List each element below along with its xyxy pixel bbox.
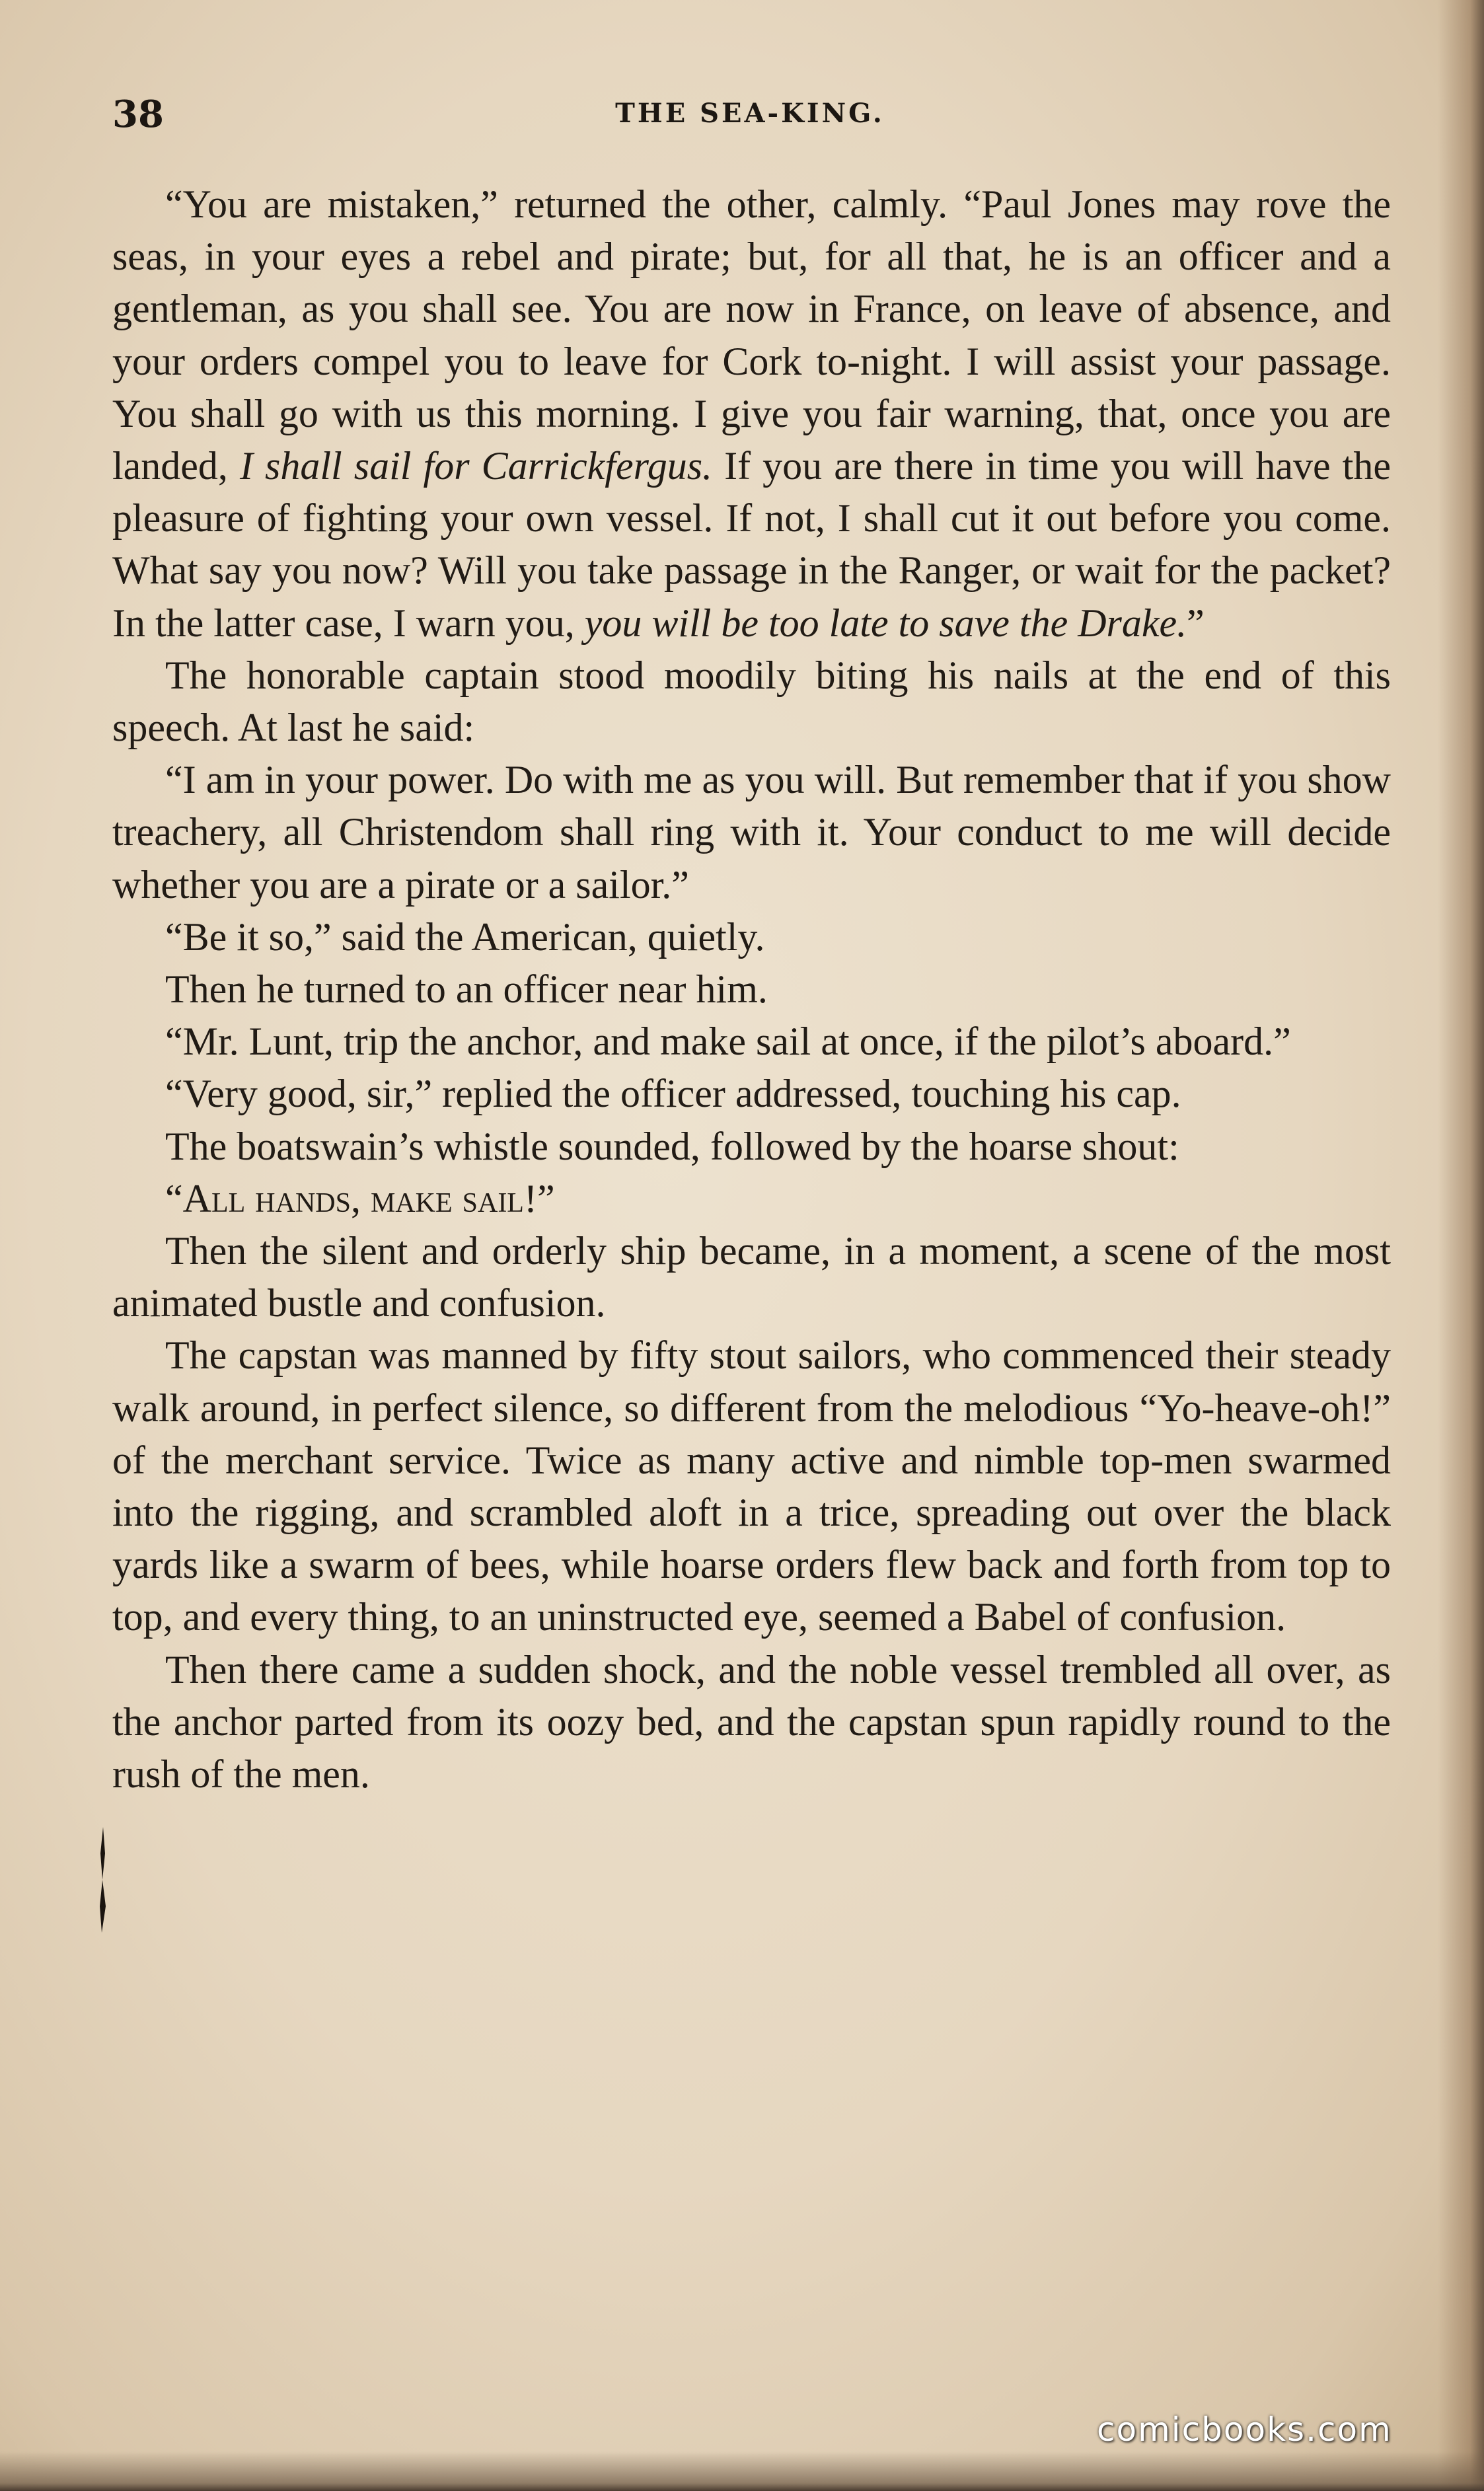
text-run: The boatswain’s whistle sounded, followed by the hoarse shout: [165, 1124, 1179, 1168]
text-run: The capstan was manned by fifty stout sailors, who commenced their steady walk around, in perfect silence, so different from the melodious “Yo-heave-oh!” of the merchant service. Twice as many active and nimble top-men swarmed into the rigging, and scrambled aloft in a trice, spreading out over the black yards like a swarm of bees, while hoarse orders flew back and forth from top to top, and every thing, to an uninstructed eye, seemed a Babel of confusion. [112, 1333, 1391, 1639]
text-run: “You are mistaken,” returned the other, calmly. “Paul Jones may rove the seas, in your eyes a rebel and pirate; but, for all that, he is an officer and a gentleman, as you shall see. You are now in France, on leave of absence, and your orders compel you to leave for Cork to-night. I will assist your passage. You shall go with us this morning. I give you fair warning, that, once you are landed, [112, 182, 1391, 488]
ink-smudge-mark [96, 1827, 110, 1933]
page-edge-shadow-bottom [0, 2451, 1484, 2491]
text-run: “Mr. Lunt, trip the anchor, and make sail at once, if the pilot’s aboard.” [165, 1020, 1291, 1064]
paragraph [112, 963, 1391, 1016]
text-run: !” [523, 1176, 555, 1220]
text-run: “ [165, 1176, 183, 1220]
paragraph [112, 1173, 1391, 1225]
text-run: Then there came a sudden shock, and the noble vessel trembled all over, as the anchor parted from its oozy bed, and the capstan spun rapidly round to the rush of the men. [112, 1647, 1391, 1797]
page-edge-shadow-right [1438, 0, 1484, 2491]
paragraph [112, 650, 1391, 754]
text-run: If you are there in time you will have the pleasure of fighting your own vessel. If not, I shall cut it out before you come. What say you now? Will you take passage in the Ranger, or wait for the packet? In the latter case, I warn you, [112, 444, 1391, 645]
page-header [112, 93, 1388, 145]
paragraph [112, 1225, 1391, 1329]
text-run: I shall sail for Carrickfergus. [240, 444, 713, 488]
paragraph [112, 178, 1391, 650]
paragraph [112, 754, 1391, 911]
text-run: “Very good, sir,” replied the officer addressed, touching his cap. [165, 1072, 1181, 1116]
paragraph [112, 1121, 1391, 1173]
watermark: comicbooks.com [1097, 2410, 1392, 2449]
paragraph [112, 911, 1391, 963]
page-number: 38 [112, 93, 164, 136]
text-run: you will be too late to save the Drake. [584, 601, 1187, 645]
paragraph [112, 1068, 1391, 1120]
text-run: “Be it so,” said the American, quietly. [165, 914, 765, 959]
text-run: “I am in your power. Do with me as you will. But remember that if you show treachery, all Christendom shall ring with it. Your conduct to me will decide whether you are a pirate or a sailor.” [112, 758, 1391, 907]
paragraph [112, 1644, 1391, 1801]
paragraph [112, 1329, 1391, 1643]
text-run: Then he turned to an officer near him. [165, 967, 768, 1012]
text-run: The honorable captain stood moodily biting his nails at the end of this speech. At last he said: [112, 653, 1391, 750]
body-text [112, 178, 1391, 1801]
text-run: All hands, make sail [182, 1176, 524, 1220]
running-head: THE SEA-KING. [615, 98, 885, 129]
text-run: Then the silent and orderly ship became, in a moment, a scene of the most animated bustle and confusion. [112, 1229, 1391, 1325]
paragraph [112, 1016, 1391, 1068]
text-run: ” [1187, 601, 1205, 645]
